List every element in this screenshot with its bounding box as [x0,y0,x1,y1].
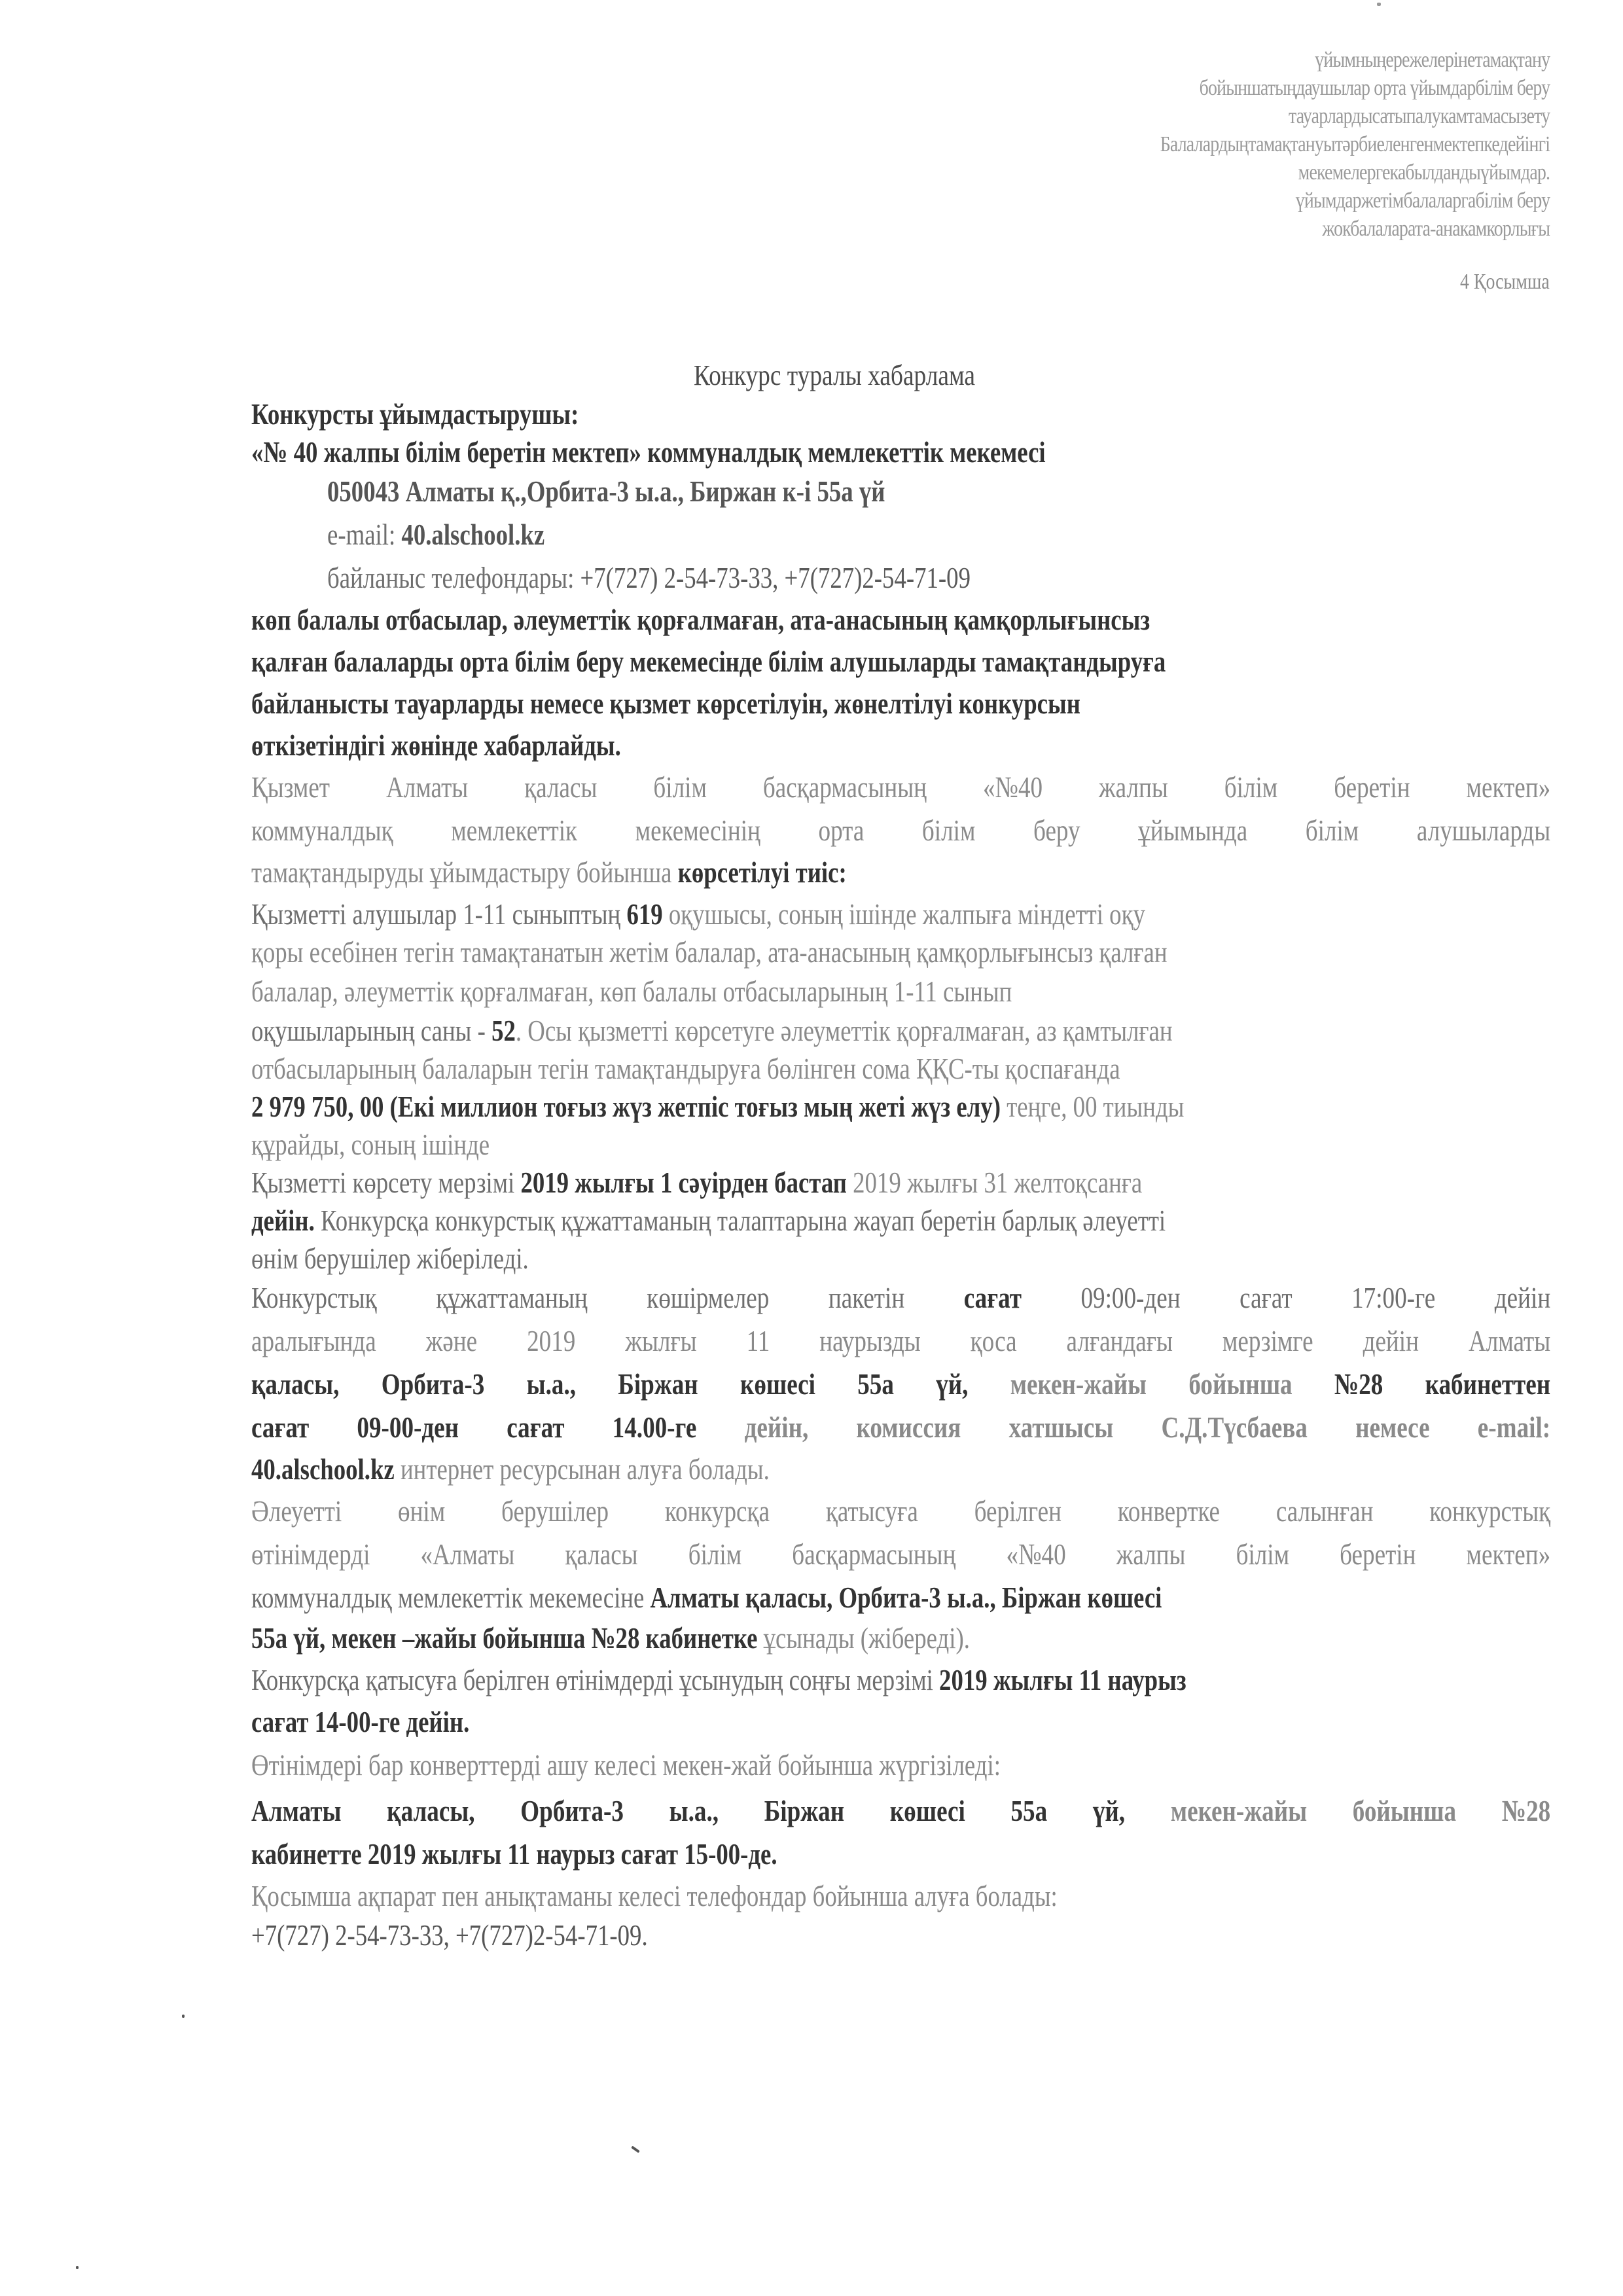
word: жалпы [1116,1537,1186,1571]
word: мектеп» [1466,1537,1551,1571]
word: қаласы [565,1537,638,1571]
text-run: оқушысы, соның ішінде жалпыға міндетті оқу [662,897,1145,931]
word: наурызды [819,1324,921,1357]
word: 11 [746,1324,770,1357]
text-run: Конкурсқа қатысуға берілген өтінімдерді ұсынудың соңғы мерзімі [251,1663,940,1696]
opening-line-1: Өтінімдері бар конверттерді ашу келесі мекен-жай бойынша жүргізіледі: [251,1748,1001,1782]
word: қаласы, [387,1794,475,1827]
word: алушыларды [1416,814,1551,847]
deadline-line-2: сағат 14-00-ге дейін. [251,1705,470,1738]
word: қаласы, [251,1367,340,1401]
word: Алматы [385,770,469,804]
text-run: 2 979 750, 00 (Екі миллион тоғыз жүз жетпіс тоғыз мың жеті жүз елу) [251,1090,1001,1123]
header-note-line: Балалардыңтамақтануытәрбиеленгенмектепкедейінгі [1160,132,1550,156]
word: Алматы [1468,1324,1551,1357]
recipients-line-4 [251,1013,1173,1048]
word: құжаттаманың [436,1281,588,1314]
word: сағат [963,1281,1022,1314]
text-run: 619 [626,897,663,931]
word: қоса [970,1324,1017,1357]
service-line-1 [251,770,1550,804]
word: 2019 [527,1324,576,1357]
word: конкурсқа [664,1494,770,1528]
word: мемлекеттік [451,814,578,847]
organizer-name: «№ 40 жалпы білім беретін мектеп» коммуналдық мемлекеттік мекемесі [251,435,1046,469]
submission-line-1 [251,1494,1550,1528]
word: 55а [857,1367,894,1401]
word: «№40 [982,770,1043,804]
word: пакетін [828,1281,905,1314]
word: білім [921,814,976,847]
word: Конкурстық [251,1281,377,1314]
word: дейін, [744,1410,809,1444]
word: мекен-жайы [1010,1367,1147,1401]
word: беру [1033,814,1080,847]
word: С.Д.Түсбаева [1161,1410,1308,1444]
word: Алматы [251,1794,342,1827]
text-run: Қызметті алушылар 1-11 сыныптың [251,897,627,931]
word: берілген [974,1494,1061,1528]
text-run: интернет ресурсынан алуға болады. [394,1452,770,1486]
word: алғандағы [1066,1324,1173,1357]
announcement-line: қалған балаларды орта білім беру мекемесінде білім алушыларды тамақтандыруға [251,645,1166,678]
submission-line-4 [251,1621,970,1655]
word: 55а [1010,1794,1048,1827]
word: жалпы [1099,770,1168,804]
docs-line-4 [251,1410,1550,1444]
scan-speck [76,2266,79,2269]
word: ы.а., [669,1794,719,1827]
text-run: оқушыларының саны - [251,1014,492,1047]
period-line-2 [251,1203,1166,1238]
phones-value: +7(727) 2-54-73-33, +7(727)2-54-71-09 [580,561,971,594]
word: 09-00-ден [357,1410,459,1444]
announcement-line: өткізетіндігі жөнінде хабарлайды. [251,728,621,762]
recipients-line-7: құрайды, соның ішінде [251,1128,490,1161]
word: сағат [251,1410,310,1444]
word: коммуналдық [251,814,393,847]
scan-speck [631,2145,640,2153]
submission-line-2 [251,1537,1550,1571]
word: білім [1236,1537,1290,1571]
service-line-3 [251,855,847,889]
word: №28 [1501,1794,1551,1827]
header-note-line: жокбалаларата-анакамкорлығы [1322,217,1550,241]
word: басқармасының [792,1537,956,1571]
word: дейін [1363,1324,1419,1357]
word: Әлеуетті [251,1494,342,1528]
word: «Алматы [420,1537,515,1571]
word: Орбита-3 [520,1794,624,1827]
word: жылғы [625,1324,697,1357]
announcement-line: көп балалы отбасылар, әлеуметтік қорғалмаған, ата-анасының қамқорлығынсыз [251,603,1150,636]
word: Біржан [618,1367,698,1401]
docs-line-3 [251,1367,1550,1401]
organizer-phones-line [327,560,971,595]
word: білім [1224,770,1278,804]
text-run: тамақтандыруды ұйымдастыру бойынша [251,855,678,889]
word: мекен-жайы [1170,1794,1308,1827]
word: 09:00-ден [1080,1281,1181,1314]
annex-label: 4 Қосымша [1460,270,1550,294]
word: үй, [1092,1794,1126,1827]
word: e-mail: [1477,1410,1551,1444]
word: және [425,1324,478,1357]
word: білім [1305,814,1359,847]
word: өнім [398,1494,446,1528]
word: кабинеттен [1425,1367,1551,1401]
word: мектеп» [1466,770,1551,804]
word: орта [818,814,865,847]
period-line-1 [251,1165,1142,1200]
text-run: ұсынады (жібереді). [757,1621,970,1655]
header-note-line: мекемелергекабылдандыүйымдар. [1298,160,1550,185]
word: қаласы [524,770,597,804]
deadline-line-1 [251,1662,1186,1697]
word: немесе [1355,1410,1430,1444]
docs-line-2 [251,1323,1550,1358]
word: сағат [507,1410,565,1444]
organizer-label: Конкурсты ұйымдастырушы: [251,397,579,431]
contact-line-1: Қосымша ақпарат пен анықтаманы келесі телефондар бойынша алуға болады: [251,1879,1058,1912]
text-run: 40.alschool.kz [251,1452,395,1486]
document-title: Конкурс туралы хабарлама [694,359,976,391]
text-run: 2019 жылғы 1 сәуірден бастап [520,1166,847,1199]
word: білім [688,1537,742,1571]
opening-line-2 [251,1793,1550,1828]
service-line-2 [251,813,1550,848]
word: көшірмелер [647,1281,770,1314]
recipients-line-1 [251,897,1145,931]
word: Орбита-3 [381,1367,485,1401]
word: көшесі [889,1794,965,1827]
text-run: Конкурсқа конкурстық құжаттаманың талаптарына жауап беретін барлық әлеуетті [314,1204,1166,1237]
word: беретін [1334,770,1410,804]
word: сағат [1240,1281,1293,1314]
word: үй, [936,1367,969,1401]
word: Біржан [764,1794,845,1827]
word: басқармасының [762,770,927,804]
text-run: 55а үй, мекен –жайы бойынша №28 кабинетке [251,1621,758,1655]
text-run: Қызметті көрсету мерзімі [251,1166,521,1199]
word: өтінімдерді [251,1537,370,1571]
word: №28 [1334,1367,1383,1401]
text-run: Алматы қаласы, Орбита-3 ы.а., Біржан көшесі [650,1581,1162,1614]
word: комиссия [856,1410,961,1444]
email-value: 40.alschool.kz [401,518,545,551]
word: дейін [1494,1281,1551,1314]
scan-speck [1377,3,1381,6]
recipients-line-2: қоры есебінен тегін тамақтанатын жетім балалар, ата-анасының қамқорлығынсыз қалған [251,935,1168,969]
word: салынған [1275,1494,1374,1528]
text-run: 2019 жылғы 31 желтоқсанға [846,1166,1143,1199]
contact-phones: +7(727) 2-54-73-33, +7(727)2-54-71-09. [251,1918,648,1952]
recipients-line-5: отбасыларының балаларын тегін тамақтандыруға бөлінген сома ҚҚС-ты қоспағанда [251,1052,1120,1085]
word: мерзімге [1222,1324,1313,1357]
word: конвертке [1117,1494,1221,1528]
word: 17:00-ге [1351,1281,1436,1314]
header-note [1160,46,1550,243]
word: беретін [1340,1537,1416,1571]
word: мекемесінің [635,814,760,847]
word: ұйымында [1138,814,1248,847]
text-run: дейін. [251,1204,315,1237]
word: берушілер [501,1494,609,1528]
word: қатысуға [825,1494,918,1528]
header-note-line: үйымдаржетімбалаларгабілім беру [1295,188,1550,213]
word: көшесі [740,1367,815,1401]
word: конкурстық [1429,1494,1551,1528]
submission-line-3 [251,1580,1162,1615]
text-run: коммуналдық мемлекеттік мекемесіне [251,1581,651,1614]
word: 14.00-ге [612,1410,697,1444]
email-label: e-mail: [327,518,402,551]
word: аралығында [251,1324,376,1357]
word: бойынша [1188,1367,1293,1401]
opening-line-3: кабинетте 2019 жылғы 11 наурыз сағат 15-00-де. [251,1837,777,1871]
docs-line-5 [251,1452,770,1486]
period-line-3: өнім берушілер жіберіледі. [251,1242,529,1275]
recipients-line-3: балалар, әлеуметтік қорғалмаған, көп балалы отбасыларының 1-11 сынып [251,975,1012,1008]
recipients-line-6 [251,1089,1184,1124]
docs-line-1 [251,1280,1550,1315]
text-run: көрсетілуі тиіс: [677,855,847,889]
scan-speck [182,2015,185,2018]
word: бойынша [1352,1794,1457,1827]
text-run: теңге, 00 тиынды [1001,1090,1185,1123]
header-note-line: бойыншатыңдаушылар орта үйымдарбілім беру [1199,76,1550,100]
word: білім [653,770,707,804]
phones-label: байланыс телефондары: [327,561,580,594]
text-run: 52 [491,1014,516,1047]
announcement-line: байланысты тауарларды немесе қызмет көрсетілуін, жөнелтілуі конкурсын [251,687,1080,720]
organizer-address: 050043 Алматы қ.,Орбита-3 ы.а., Биржан к-і 55а үй [327,475,885,508]
word: «№40 [1006,1537,1066,1571]
text-run: . Осы қызметті көрсетуге әлеуметтік қорғалмаған, аз қамтылған [515,1014,1173,1047]
word: хатшысы [1008,1410,1114,1444]
header-note-line: үйымныңережелерінетамақтану [1315,48,1550,72]
organizer-email-line [327,517,544,552]
header-note-line: тауарлардысатыпалукамтамасызету [1288,104,1550,128]
text-run: 2019 жылғы 11 наурыз [939,1663,1186,1696]
word: Қызмет [251,770,330,804]
word: ы.а., [526,1367,577,1401]
